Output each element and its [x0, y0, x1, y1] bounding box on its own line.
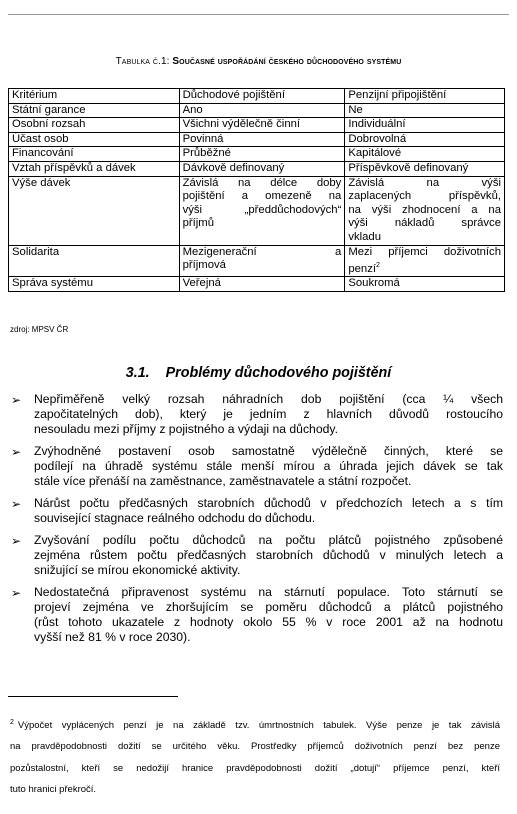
cell-supplementary: Dobrovolná [345, 132, 505, 147]
arrow-bullet-icon: ➢ [11, 445, 22, 459]
footnote-line: na pravděpodobnosti dožití se určitého věku. Prostředky příjemců doživotních penzí bez penze [10, 741, 500, 753]
table-row [9, 103, 505, 118]
list-item-line: (růst tohoto ukazatele z hodnoty okolo 55 % v roce 2001 až na hodnotu [34, 615, 503, 629]
cell-supplementary: Individuální [345, 118, 505, 133]
list-item-line: vyšší než 81 % v roce 2030). [34, 630, 191, 644]
list-item-line: podílejí na úhradě systému stále menší mírou a úhrada jejich dávek se tak [34, 459, 503, 473]
top-rule [8, 14, 509, 15]
table-row [9, 176, 505, 245]
footnote [10, 712, 500, 800]
cell-criterion: Solidarita [9, 245, 180, 277]
list-item-line: Zvyšování podílu počtu důchodců na počtu plátců pojistného způsobené [34, 533, 503, 547]
arrow-bullet-icon: ➢ [11, 393, 22, 407]
cell-line: Závislá na výši [348, 176, 501, 189]
caption-prefix: Tabulka č.1: [115, 56, 170, 67]
cell-insurance: Všichni výdělečně činní [179, 118, 345, 133]
list-item-line: Nepřiměřeně velký rozsah náhradních dob pojištění (cca ¼ všech [34, 392, 503, 406]
list-item-line: Nedostatečná připravenost systému na stárnutí populace. Toto stárnutí se [34, 585, 503, 599]
cell-line: vkladu [348, 230, 381, 243]
footnote-line [10, 712, 500, 736]
arrow-bullet-icon: ➢ [11, 497, 22, 511]
cell-criterion: Financování [9, 147, 180, 162]
cell-line: příjmová [182, 259, 226, 272]
table-header-row [9, 89, 505, 104]
list-item [8, 392, 503, 437]
cell-supplementary: Ne [345, 103, 505, 118]
cell-line: zaplacených příspěvků, [348, 190, 501, 203]
cell-criterion: Vztah příspěvků a dávek [9, 161, 180, 176]
footnote-separator [8, 696, 178, 697]
list-item [8, 496, 503, 526]
cell-line: Mezi příjemci doživotních [348, 245, 501, 258]
cell-insurance: Veřejná [179, 277, 345, 292]
list-item-line: související stagnace reálného odchodu do důchodu. [34, 511, 316, 525]
footnote-line: tuto hranici překročí. [10, 783, 97, 795]
list-item [8, 585, 503, 645]
section-heading [0, 365, 517, 381]
table-row [9, 161, 505, 176]
table-row [9, 245, 505, 277]
cell-line: na výši zhodnocení a na [348, 203, 501, 216]
section-number: 3.1. [125, 365, 150, 381]
header-criterion: Kritérium [9, 89, 180, 104]
cell-insurance: Povinná [179, 132, 345, 147]
table-caption [0, 56, 517, 67]
cell-line: výši „předdůchodových“ [182, 203, 342, 216]
table-row [9, 118, 505, 133]
cell-insurance [179, 245, 345, 277]
list-item-line: zejména růstem počtu předčasných starobních důchodů v minulých letech a [34, 548, 503, 562]
list-item [8, 444, 503, 489]
list-item-line: nesouladu mezi příjmy z pojistného a výdaji na důchody. [34, 422, 338, 436]
cell-line: příjmů [182, 217, 214, 230]
list-item-line: projeví zejména ve zhoršujícím se poměru důchodců a plátců pojistného [34, 600, 503, 614]
caption-title: Současné uspořádání českého důchodového systému [172, 56, 402, 67]
section-title: Problémy důchodového pojištění [165, 365, 392, 381]
list-item-line: Nárůst počtu předčasných starobních důchodů v předchozích letech a s tím [34, 496, 503, 510]
footnote-text: Výpočet vyplácených penzí je na základě tzv. úmrtnostních tabulek. Výše penze je tak závislá [17, 720, 500, 731]
cell-line [348, 259, 501, 276]
cell-criterion: Osobní rozsah [9, 118, 180, 133]
cell-supplementary: Příspěvkově definovaný [345, 161, 505, 176]
cell-criterion: Výše dávek [9, 176, 180, 245]
cell-line: Závislá na délce doby [182, 176, 342, 189]
table-row [9, 277, 505, 292]
footnote-marker: 2 [10, 719, 14, 726]
footnote-line: pozůstalostní, kteří se nedožijí hranice pravděpodobnosti dožití „dotují“ příjemce penzí, kteří [10, 762, 500, 774]
cell-line: pojištění a omezeně na [182, 190, 342, 203]
cell-insurance: Ano [179, 103, 345, 118]
cell-insurance [179, 176, 345, 245]
table-row [9, 147, 505, 162]
table-row [9, 132, 505, 147]
list-item-line: stále více přenáší na zaměstnance, zaměstnavatele a státní rozpočet. [34, 474, 412, 488]
footnote-ref: 2 [375, 262, 380, 270]
cell-insurance: Průběžné [179, 147, 345, 162]
cell-supplementary [345, 245, 505, 277]
cell-line: výši nákladů správce [348, 217, 501, 230]
cell-criterion: Správa systému [9, 277, 180, 292]
pension-system-table [8, 88, 505, 292]
arrow-bullet-icon: ➢ [11, 534, 22, 548]
cell-line-text: penzí [348, 262, 376, 275]
cell-line: Mezigenerační a [182, 245, 342, 258]
list-item-line: Zvýhodněné postavení osob samostatně výdělečně činných, které se [34, 444, 503, 458]
cell-criterion: Účast osob [9, 132, 180, 147]
header-supplementary: Penzijní připojištění [345, 89, 505, 104]
cell-criterion: Státní garance [9, 103, 180, 118]
cell-insurance: Dávkově definovaný [179, 161, 345, 176]
cell-supplementary: Kapitálové [345, 147, 505, 162]
table-source: zdroj: MPSV ČR [10, 325, 69, 334]
list-item-line: snižující se mírou ekonomické aktivity. [34, 563, 241, 577]
cell-supplementary: Soukromá [345, 277, 505, 292]
list-item [8, 533, 503, 578]
problem-list [8, 392, 503, 652]
list-item-line: započitatelných dob), který je jedním z hlavních důvodů rostoucího [34, 407, 503, 421]
header-insurance: Důchodové pojištění [179, 89, 345, 104]
cell-supplementary [345, 176, 505, 245]
arrow-bullet-icon: ➢ [11, 586, 22, 600]
